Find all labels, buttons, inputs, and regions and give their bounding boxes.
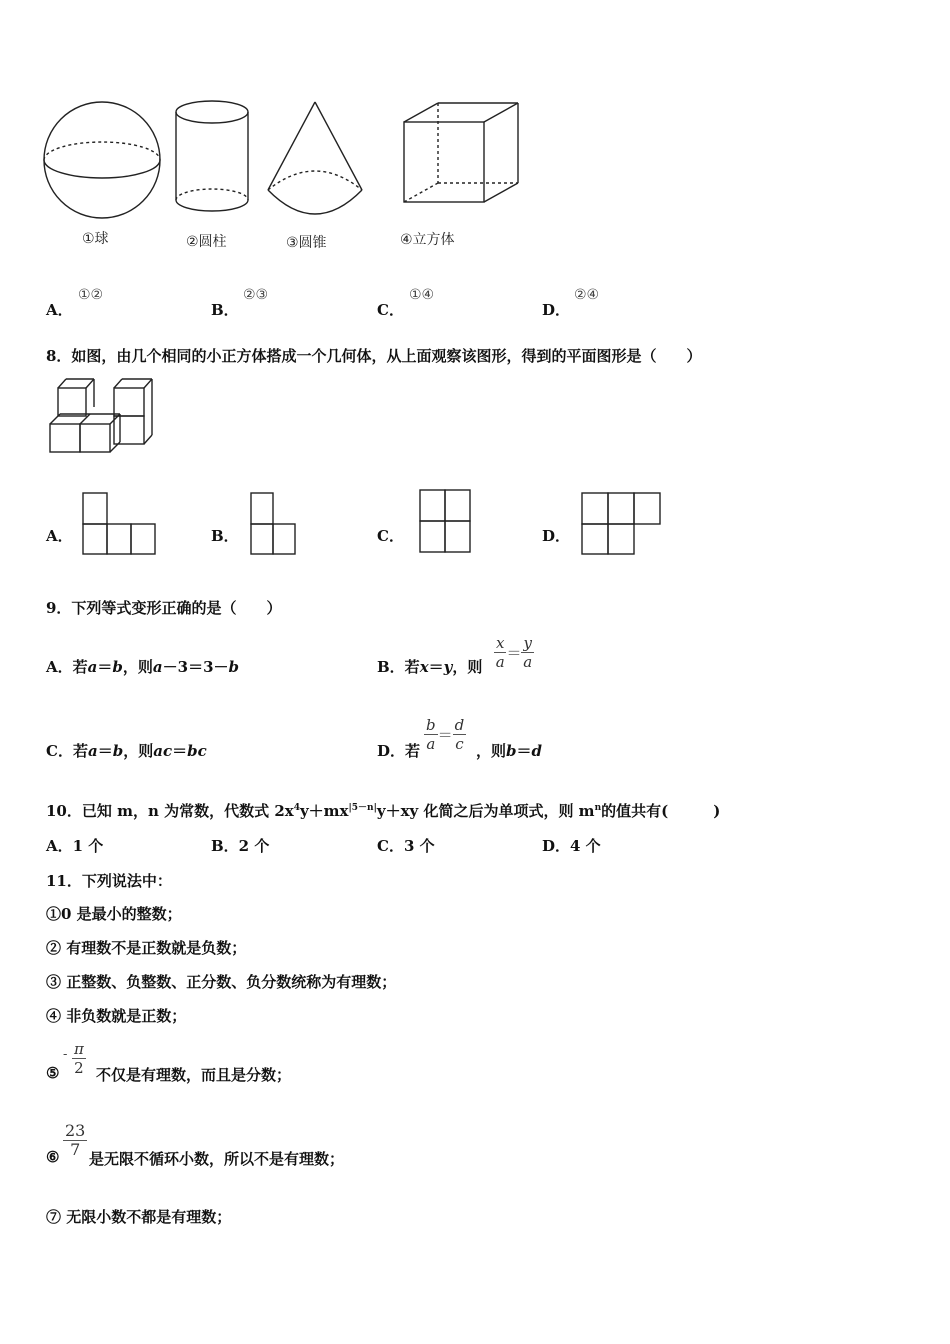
q7-option-a-value: ①② bbox=[78, 287, 104, 303]
q11-statement-5-text: 不仅是有理数，而且是分数； bbox=[96, 1066, 292, 1084]
q9-d-frac1: $\frac{b}{a}$ bbox=[426, 716, 436, 753]
q9-c-eq1: ＝ bbox=[97, 742, 113, 760]
q7-option-b-value: ②③ bbox=[243, 287, 269, 303]
q10-question: 10．已知 m，n 为常数，代数式 $2x^4y+mx^{|5-n|}y+xy$ 化简之后为单项式，则 $m^n$的值共有( ) bbox=[46, 802, 721, 820]
cone-figure bbox=[262, 100, 372, 225]
q8-question: 8．如图，由几个相同的小正方体搭成一个几何体，从上面观察该图形，得到的平面图形是（ ） bbox=[46, 347, 702, 365]
q9-a-p1: a bbox=[87, 658, 98, 676]
q9-c-sep: ，则 bbox=[123, 742, 154, 760]
q11-statement-7: ⑦ 无限小数不都是有理数； bbox=[46, 1208, 232, 1226]
q8-option-b-label[interactable]: B． bbox=[211, 527, 239, 545]
q9-b-sep: ，则 bbox=[452, 658, 483, 676]
q9-c-eq2: ＝ bbox=[172, 742, 188, 760]
cube-figure bbox=[398, 100, 528, 215]
q8-option-d-label[interactable]: D． bbox=[542, 527, 571, 545]
q8-option-c-label[interactable]: C． bbox=[377, 527, 404, 545]
q9-a-eq1: ＝ bbox=[97, 658, 113, 676]
q9-a-label: A．若 bbox=[46, 658, 88, 676]
q11-statement-6-fraction: $\frac{23}{7}$ bbox=[65, 1121, 86, 1159]
q9-a-sep: ，则 bbox=[122, 658, 153, 676]
q9-c-p3: ac bbox=[153, 742, 173, 760]
q9-b-frac1: $\frac{x}{a}$ bbox=[495, 634, 505, 671]
figure-caption-cylinder: ②圆柱 bbox=[186, 234, 227, 250]
cube-stack-figure bbox=[48, 376, 158, 458]
q9-c-p1: a bbox=[87, 742, 98, 760]
sphere-figure bbox=[40, 100, 170, 225]
q10-option-c[interactable]: C．3 个 bbox=[377, 837, 435, 855]
q9-a-p2: b bbox=[112, 658, 123, 676]
q9-a-rest: －3＝3－ bbox=[162, 658, 229, 676]
q9-b-p1: x bbox=[419, 658, 429, 676]
q9-question: 9．下列等式变形正确的是（ ） bbox=[46, 599, 282, 617]
q8-option-a-shape bbox=[82, 492, 158, 556]
q11-statement-2: ② 有理数不是正数就是负数； bbox=[46, 939, 247, 957]
q9-option-c[interactable] bbox=[46, 740, 207, 761]
q11-statement-1: ①0 是最小的整数； bbox=[46, 905, 182, 923]
q11-statement-6-mark: ⑥ bbox=[46, 1148, 60, 1166]
q8-option-c-shape bbox=[419, 489, 473, 555]
q8-option-d-shape bbox=[581, 492, 663, 556]
q7-option-a-label[interactable]: A． bbox=[46, 301, 73, 319]
q9-option-d[interactable] bbox=[377, 740, 420, 761]
q9-b-label: B．若 bbox=[377, 658, 420, 676]
q9-b-frac2: $\frac{y}{a}$ bbox=[523, 634, 533, 671]
q9-c-label: C．若 bbox=[46, 742, 88, 760]
q8-option-b-shape bbox=[250, 492, 298, 556]
q7-option-d-value: ②④ bbox=[574, 287, 600, 303]
q9-d-frac2: $\frac{d}{c}$ bbox=[454, 716, 465, 753]
figure-caption-cube: ④立方体 bbox=[400, 232, 455, 248]
q9-option-a[interactable] bbox=[46, 656, 239, 677]
q9-option-b[interactable] bbox=[377, 656, 482, 677]
q11-statement-5-mark: ⑤ bbox=[46, 1064, 60, 1082]
q9-b-equation: $\frac{x}{a}$ ＝ $\frac{y}{a}$ bbox=[495, 634, 533, 671]
q11-statement-4: ④ 非负数就是正数； bbox=[46, 1007, 187, 1025]
q9-c-p4: bc bbox=[187, 742, 207, 760]
cylinder-figure bbox=[170, 98, 260, 218]
q10-option-b[interactable]: B．2 个 bbox=[211, 837, 270, 855]
q9-a-p4: b bbox=[228, 658, 240, 676]
q10-option-a[interactable]: A．1 个 bbox=[46, 837, 104, 855]
q7-option-c-value: ①④ bbox=[409, 287, 435, 303]
q8-option-a-label[interactable]: A． bbox=[46, 527, 73, 545]
q9-d-label: D．若 bbox=[377, 742, 421, 760]
q7-option-b-label[interactable]: B． bbox=[211, 301, 239, 319]
q9-d-conclusion: ，则b＝d bbox=[476, 742, 543, 760]
q11-statement-5-fraction: $\frac{\pi}{2}$ bbox=[74, 1040, 84, 1077]
q11-statement-6-text: 是无限不循环小数，所以不是有理数； bbox=[89, 1150, 345, 1168]
q7-option-c-label[interactable]: C． bbox=[377, 301, 404, 319]
q9-b-eq1: ＝ bbox=[428, 658, 444, 676]
q10-option-d[interactable]: D．4 个 bbox=[542, 837, 601, 855]
q9-c-p2: b bbox=[112, 742, 124, 760]
q11-intro: 11．下列说法中： bbox=[46, 872, 172, 890]
q9-a-p3: a bbox=[152, 658, 163, 676]
q9-d-equation: $\frac{b}{a}$ ＝ $\frac{d}{c}$ bbox=[426, 716, 465, 753]
figure-caption-sphere: ①球 bbox=[82, 231, 109, 247]
q9-b-p2: y bbox=[443, 658, 453, 676]
q7-option-d-label[interactable]: D． bbox=[542, 301, 571, 319]
figure-caption-cone: ③圆锥 bbox=[286, 235, 327, 251]
q11-statement-5-sign: - bbox=[63, 1047, 68, 1062]
q11-statement-3: ③ 正整数、负整数、正分数、负分数统称为有理数； bbox=[46, 973, 397, 991]
